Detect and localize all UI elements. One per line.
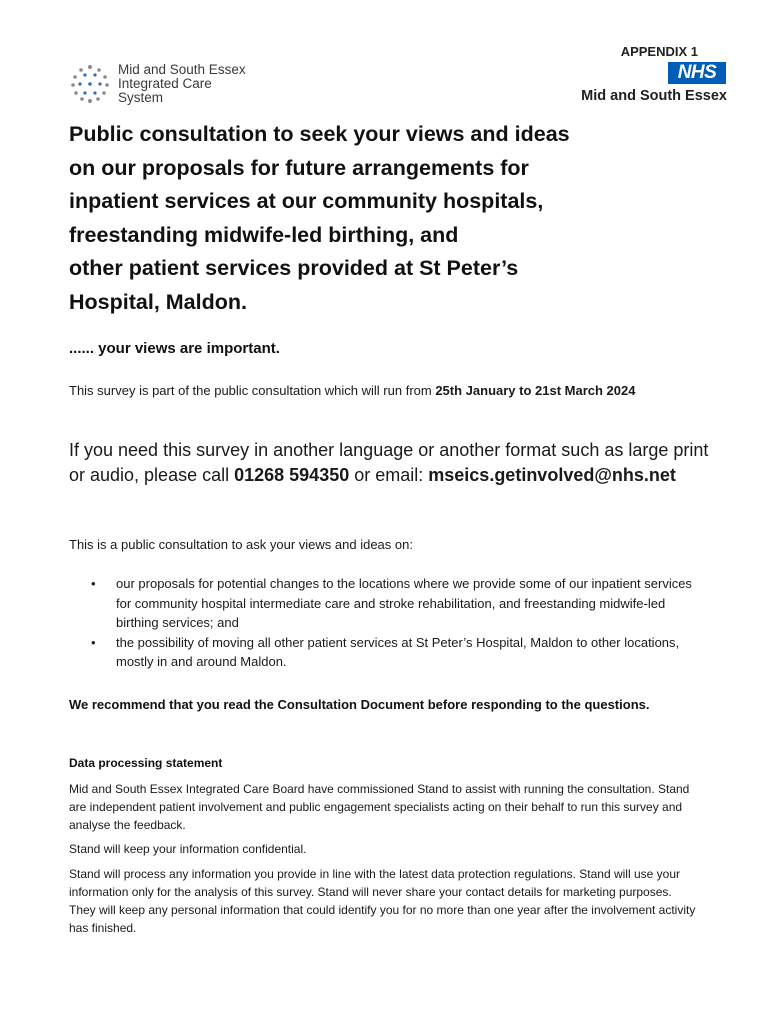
title-line: inpatient services at our community hospitals, xyxy=(69,189,544,214)
consultation-intro: This is a public consultation to ask your views and ideas on: xyxy=(69,537,413,552)
list-item xyxy=(69,633,709,672)
title-line: Hospital, Maldon. xyxy=(69,289,247,314)
alt-format-text: If you need this survey in another language or another format such as large print or audio, please call xyxy=(69,440,709,485)
alt-format-mid: or email: xyxy=(349,464,429,485)
contact-email: mseics.getinvolved@nhs.net xyxy=(428,464,676,485)
ics-logo-line3: System xyxy=(118,90,164,105)
title-line: freestanding midwife-led birthing, and xyxy=(69,222,459,247)
contact-phone: 01268 594350 xyxy=(234,464,350,485)
survey-intro xyxy=(69,381,709,401)
survey-intro-text: This survey is part of the public consultation which will run from xyxy=(69,383,436,398)
consultation-dates: 25th January to 21st March 2024 xyxy=(435,383,636,398)
ics-dots-logo-icon xyxy=(68,62,112,106)
list-item xyxy=(69,574,709,633)
list-item-text: the possibility of moving all other patient services at St Peter’s Hospital, Maldon to other locations, mostly in and around Maldon. xyxy=(116,634,680,669)
bullet-icon: • xyxy=(91,576,96,591)
ics-logo-text xyxy=(118,63,246,105)
ics-logo-line2: Integrated Care xyxy=(118,76,212,91)
appendix-label: APPENDIX 1 xyxy=(620,44,698,59)
ics-logo-line1: Mid and South Essex xyxy=(118,62,246,77)
data-processing-paragraph: Stand will keep your information confidential. xyxy=(69,842,307,856)
nhs-org-name: Mid and South Essex xyxy=(581,88,727,104)
data-processing-heading: Data processing statement xyxy=(69,756,223,770)
title-line: Public consultation to seek your views and ideas xyxy=(69,122,570,146)
ics-logo xyxy=(68,58,268,110)
bullet-icon: • xyxy=(91,634,96,650)
title-line: on our proposals for future arrangements for xyxy=(69,155,529,180)
alternative-format-notice xyxy=(69,438,719,487)
recommendation-note: We recommend that you read the Consultation Document before responding to the questions. xyxy=(69,697,650,712)
views-important-line: ...... your views are important. xyxy=(69,340,280,357)
list-item-text: our proposals for potential changes to the locations where we provide some of our inpatient services for community hospital intermediate care and stroke rehabilitation, and freestanding midwife-led birthing services; and xyxy=(116,576,692,630)
title-line: other patient services provided at St Peter’s xyxy=(69,256,519,281)
consultation-topics-list xyxy=(69,574,709,672)
page-title xyxy=(69,118,709,320)
nhs-logo-badge: NHS xyxy=(668,62,726,84)
data-processing-paragraph: Stand will process any information you provide in line with the latest data protection regulations. Stand will use your information only for the analysis of this survey. Stand will never share your contact details for marketing purposes. They will keep any personal information that could identify you for no more than one year after the involvement activity has finished. xyxy=(69,867,696,935)
data-processing-paragraph: Mid and South Essex Integrated Care Board have commissioned Stand to assist with running the consultation. Stand are independent patient involvement and public engagement specialists acting on their behalf to run this survey and analyse the feedback. xyxy=(69,782,690,832)
